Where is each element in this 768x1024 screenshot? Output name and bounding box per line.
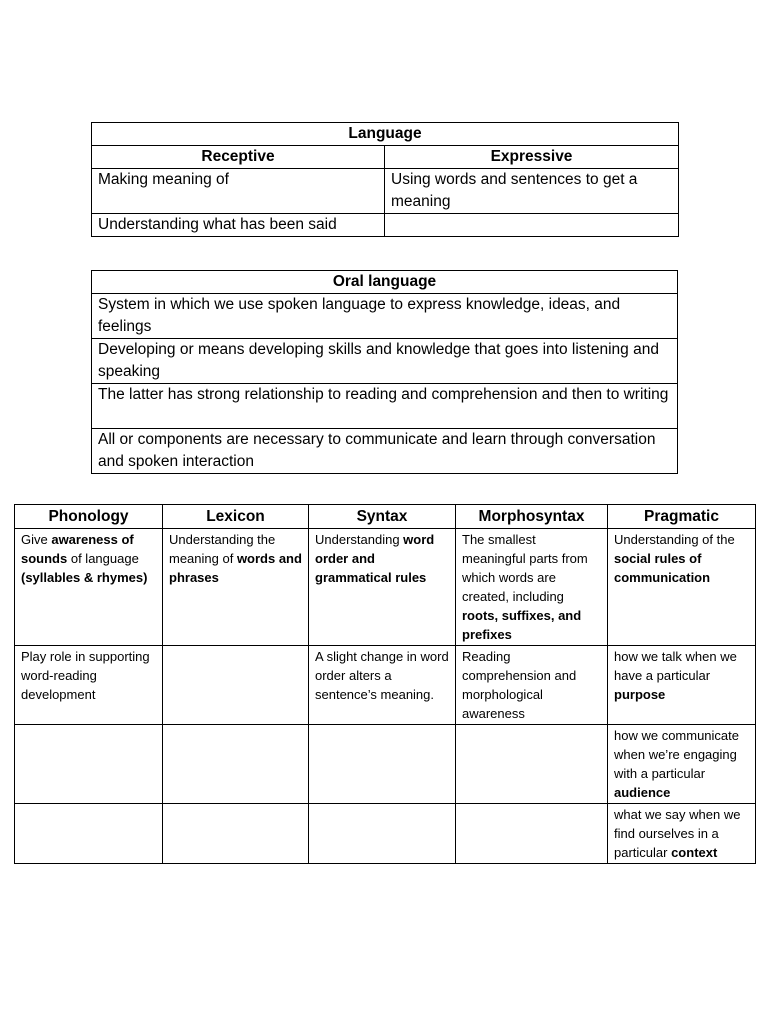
table-cell	[163, 725, 309, 804]
table-cell: Understanding what has been said	[92, 214, 385, 237]
language-table	[91, 122, 679, 237]
syntax-header: Syntax	[309, 505, 456, 529]
table-cell	[456, 804, 608, 864]
table-cell	[15, 725, 163, 804]
receptive-header: Receptive	[92, 146, 385, 169]
table-cell: Understanding of the social rules of communication	[608, 529, 756, 646]
table-cell: Using words and sentences to get a meaning	[385, 169, 679, 214]
table-cell: The smallest meaningful parts from which words are created, including roots, suffixes, and prefixes	[456, 529, 608, 646]
table-cell	[163, 804, 309, 864]
table-cell: Understanding word order and grammatical rules	[309, 529, 456, 646]
table-cell: All or components are necessary to communicate and learn through conversation and spoken interaction	[92, 429, 678, 474]
table-cell: Developing or means developing skills and knowledge that goes into listening and speaking	[92, 339, 678, 384]
table-cell	[385, 214, 679, 237]
table-cell	[456, 725, 608, 804]
lexicon-header: Lexicon	[163, 505, 309, 529]
pragmatic-header: Pragmatic	[608, 505, 756, 529]
table-cell: Reading comprehension and morphological awareness	[456, 646, 608, 725]
table-cell	[309, 804, 456, 864]
table-cell: how we communicate when we’re engaging with a particular audience	[608, 725, 756, 804]
language-table-title: Language	[92, 123, 679, 146]
oral-language-table	[91, 270, 678, 474]
table-cell	[163, 646, 309, 725]
phonology-header: Phonology	[15, 505, 163, 529]
language-components-table	[14, 504, 756, 864]
table-cell: how we talk when we have a particular purpose	[608, 646, 756, 725]
table-cell	[15, 804, 163, 864]
table-cell: Give awareness of sounds of language (syllables & rhymes)	[15, 529, 163, 646]
expressive-header: Expressive	[385, 146, 679, 169]
table-cell	[309, 725, 456, 804]
table-cell: The latter has strong relationship to reading and comprehension and then to writing	[92, 384, 678, 429]
table-cell: Making meaning of	[92, 169, 385, 214]
table-cell: Play role in supporting word-reading development	[15, 646, 163, 725]
table-cell: A slight change in word order alters a sentence’s meaning.	[309, 646, 456, 725]
morphosyntax-header: Morphosyntax	[456, 505, 608, 529]
table-cell: System in which we use spoken language to express knowledge, ideas, and feelings	[92, 294, 678, 339]
oral-language-table-title: Oral language	[92, 271, 678, 294]
table-cell: Understanding the meaning of words and phrases	[163, 529, 309, 646]
table-cell: what we say when we find ourselves in a particular context	[608, 804, 756, 864]
